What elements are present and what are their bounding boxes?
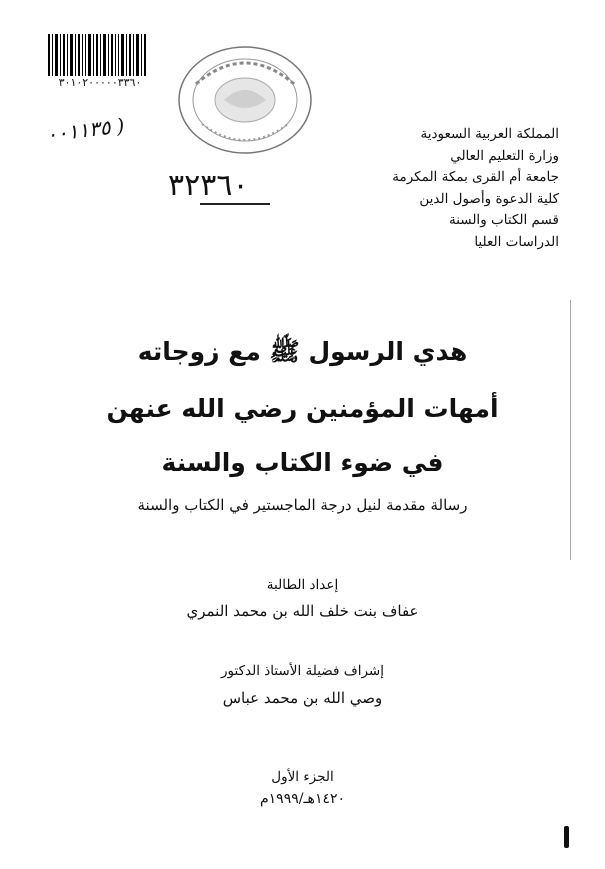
volume-label: الجزء الأول [271, 769, 334, 785]
header-line-department: قسم الكتاب والسنة [448, 212, 559, 228]
thesis-title-line-2: أمهات المؤمنين رضي الله عنهن [106, 394, 499, 423]
thesis-subtitle: رسالة مقدمة لنيل درجة الماجستير في الكتاب والسنة [137, 496, 468, 514]
handwritten-shelf-number: ٣٢٣٦٠ [168, 168, 249, 203]
header-line-ministry: وزارة التعليم العالي [450, 147, 559, 164]
header-line-graduate-studies: الدراسات العليا [474, 233, 559, 250]
header-line-college: كلية الدعوة وأصول الدين [419, 190, 559, 207]
handwritten-accession-number: ٠٠١١٣٥ ) [44, 113, 126, 147]
handwritten-underline [200, 203, 270, 205]
header-line-kingdom: المملكة العربية السعودية [420, 126, 559, 142]
publication-date: ١٤٢٠هـ/١٩٩٩م [259, 791, 346, 807]
preparer-label: إعداد الطالبة [266, 577, 339, 593]
scan-edge-line [570, 300, 571, 560]
header-line-university: جامعة أم القرى بمكة المكرمة [392, 169, 559, 185]
supervisor-name: وصي الله بن محمد عباس [222, 689, 383, 707]
institution-header [309, 124, 559, 253]
barcode [48, 34, 146, 76]
supervisor-label: إشراف فضيلة الأستاذ الدكتور [221, 663, 384, 679]
thesis-title-line-3: في ضوء الكتاب والسنة [161, 448, 444, 477]
preparer-name: عفاف بنت خلف الله بن محمد النمري [186, 602, 419, 620]
barcode-number: ٣٠١٠٢٠٠٠٠٠٣٣٦٠ [58, 76, 142, 89]
thesis-title-line-1: هدي الرسول ﷺ مع زوجاته [137, 337, 468, 366]
library-seal-stamp-icon [176, 44, 314, 156]
scan-edge-mark [564, 826, 569, 848]
